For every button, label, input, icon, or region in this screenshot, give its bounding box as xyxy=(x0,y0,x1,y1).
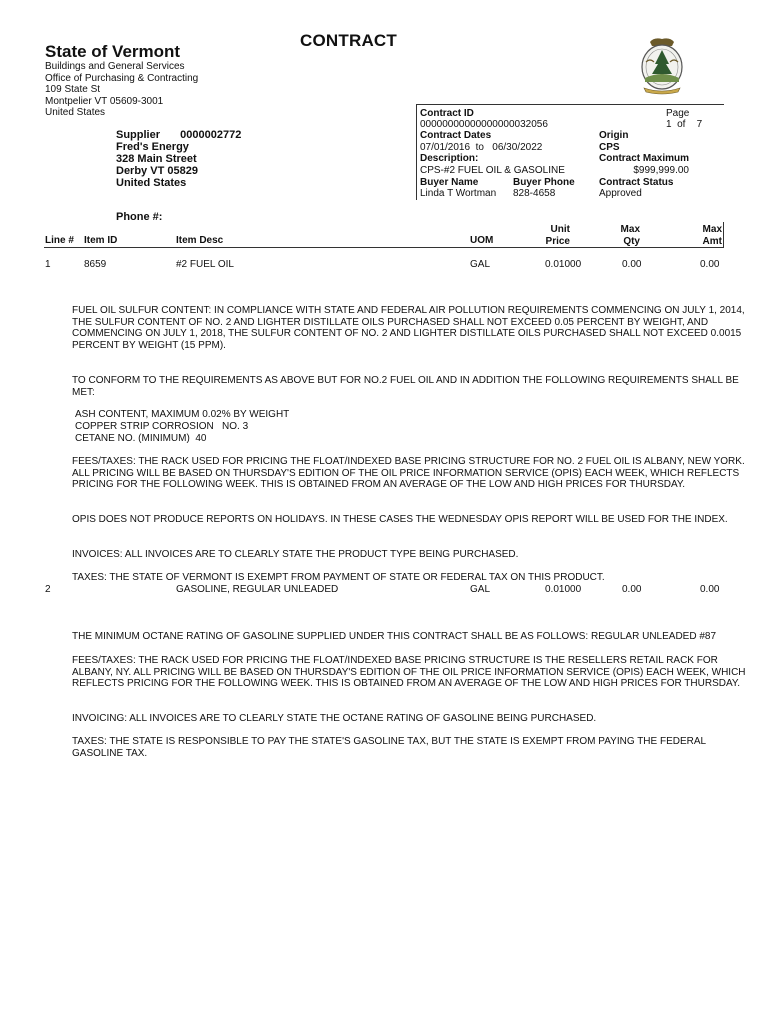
invoices-note: INVOICES: ALL INVOICES ARE TO CLEARLY STATE THE PRODUCT TYPE BEING PURCHASED. xyxy=(72,549,519,560)
address-line: Office of Purchasing & Contracting xyxy=(45,72,199,84)
supplier-id: 0000002772 xyxy=(180,129,242,141)
octane-rating-note: THE MINIMUM OCTANE RATING OF GASOLINE SUPPLIED UNDER THIS CONTRACT SHALL BE AS FOLLOWS: REGULAR UNLEADED #87 xyxy=(72,631,717,642)
row-line-number: 2 xyxy=(45,584,51,595)
col-header-unit-price: Unit Price xyxy=(545,224,570,247)
contract-dates-label: Contract Dates xyxy=(420,130,492,141)
buyer-name-label: Buyer Name xyxy=(420,177,479,188)
contract-status-value: Approved xyxy=(599,188,642,199)
page-value: 1 of 7 xyxy=(666,119,703,130)
copper-strip-spec: COPPER STRIP CORROSION NO. 3 xyxy=(75,421,249,432)
row-item-desc: #2 FUEL OIL xyxy=(176,259,234,270)
contract-dates-value: 07/01/2016 to 06/30/2022 xyxy=(420,142,543,153)
col-header-item-id: Item ID xyxy=(84,235,118,246)
col-header-item-desc: Item Desc xyxy=(176,235,224,246)
buyer-name-value: Linda T Wortman xyxy=(420,188,497,199)
supplier-block xyxy=(116,129,241,189)
opis-holidays-note: OPIS DOES NOT PRODUCE REPORTS ON HOLIDAYS. IN THESE CASES THE WEDNESDAY OPIS REPORT WILL BE USED FOR THE INDEX. xyxy=(72,514,728,525)
row-uom: GAL xyxy=(470,584,491,595)
description-label: Description: xyxy=(420,153,479,164)
address-line: 109 State St xyxy=(45,84,101,95)
conform-requirements-note: TO CONFORM TO THE REQUIREMENTS AS ABOVE BUT FOR NO.2 FUEL OIL AND IN ADDITION THE FOLLOWING REQUIREMENTS SHALL BE MET: xyxy=(72,375,739,398)
supplier-name: Fred's Energy xyxy=(116,141,189,153)
page-label: Page xyxy=(666,108,690,119)
supplier-street: 328 Main Street xyxy=(116,153,197,165)
issuer-address xyxy=(45,61,198,119)
col-header-max-qty: Max Qty xyxy=(620,224,640,247)
state-seal-logo xyxy=(636,34,688,96)
address-line: Montpelier VT 05609-3001 xyxy=(45,95,164,107)
contract-maximum-value: $999,999.00 xyxy=(633,165,689,176)
state-title: State of Vermont xyxy=(45,42,181,61)
row-item-desc: GASOLINE, REGULAR UNLEADED xyxy=(176,584,339,595)
row-item-id: 8659 xyxy=(84,259,107,270)
ash-content-spec: ASH CONTENT, MAXIMUM 0.02% BY WEIGHT xyxy=(75,409,290,420)
address-line: United States xyxy=(45,107,106,118)
contract-id-label: Contract ID xyxy=(420,108,474,119)
gasoline-taxes-note: TAXES: THE STATE IS RESPONSIBLE TO PAY THE STATE'S GASOLINE TAX, BUT THE STATE IS EXEMPT FROM PAYING THE FEDERAL GASOLINE TAX. xyxy=(72,736,706,759)
fuel-oil-taxes-note: TAXES: THE STATE OF VERMONT IS EXEMPT FROM PAYMENT OF STATE OR FEDERAL TAX ON THIS PRODUCT. xyxy=(72,572,605,583)
invoicing-note: INVOICING: ALL INVOICES ARE TO CLEARLY STATE THE OCTANE RATING OF GASOLINE BEING PURCHASED. xyxy=(72,713,597,724)
row-uom: GAL xyxy=(470,259,491,270)
gasoline-fees-taxes-note: FEES/TAXES: THE RACK USED FOR PRICING THE FLOAT/INDEXED BASE PRICING STRUCTURE IS THE RESELLERS RETAIL RACK FOR ALBANY, NY. ALL PRICING WILL BE BASED ON THURSDAY'S EDITION OF THE OIL PRICE INFORMATION SERVICE (OPIS) EACH WEEK, WHICH REFLECTS PRICING FOR THE FOLLOWING WEEK. THIS IS OBTAINED FROM AN AVERAGE OF THE LOW AND HIGH PRICES FOR THURSDAY. xyxy=(72,655,746,689)
row-max-amt: 0.00 xyxy=(700,259,720,270)
origin-value: CPS xyxy=(599,142,620,153)
contract-box-left-border xyxy=(416,104,417,200)
col-header-uom: UOM xyxy=(470,235,494,246)
sulfur-content-note: FUEL OIL SULFUR CONTENT: IN COMPLIANCE WITH STATE AND FEDERAL AIR POLLUTION REQUIREMENTS COMMENCING ON JULY 1, 2014, THE SULFUR CONTENT OF NO. 2 AND LIGHTER DISTILLATE OILS PURCHASED SHALL NOT EXCEED 0.05 PERCENT BY WEIGHT, AND COMMENCING ON JULY 1, 2018, THE SULFUR CONTENT OF NO. 2 AND LIGHTER DISTILLATE OILS PURCHASED SHALL NOT EXCEED 0.0015 PERCENT BY WEIGHT (15 PPM). xyxy=(72,305,745,351)
buyer-phone-value: 828-4658 xyxy=(513,188,556,199)
contract-maximum-label: Contract Maximum xyxy=(599,153,690,164)
address-line: Buildings and General Services xyxy=(45,61,185,72)
buyer-phone-label: Buyer Phone xyxy=(513,177,575,188)
origin-label: Origin xyxy=(599,130,629,141)
contract-id-value: 00000000000000000032056 xyxy=(420,119,548,130)
row-unit-price: 0.01000 xyxy=(545,584,582,595)
contract-box-top-border xyxy=(416,104,724,105)
document-title: CONTRACT xyxy=(300,31,397,50)
row-unit-price: 0.01000 xyxy=(545,259,582,270)
table-header-rule xyxy=(44,247,724,248)
row-max-qty: 0.00 xyxy=(622,584,642,595)
supplier-country: United States xyxy=(116,177,187,189)
col-header-line: Line # xyxy=(45,235,74,246)
row-line-number: 1 xyxy=(45,259,51,270)
row-max-amt: 0.00 xyxy=(700,584,720,595)
description-value: CPS-#2 FUEL OIL & GASOLINE xyxy=(420,165,565,176)
col-header-max-amt: Max Amt xyxy=(702,224,722,247)
supplier-label: Supplier xyxy=(116,129,161,141)
supplier-phone-label: Phone #: xyxy=(116,211,163,223)
contract-status-label: Contract Status xyxy=(599,177,674,188)
cetane-spec: CETANE NO. (MINIMUM) 40 xyxy=(75,433,207,444)
row-max-qty: 0.00 xyxy=(622,259,642,270)
table-header-right-border xyxy=(723,222,724,248)
supplier-city: Derby VT 05829 xyxy=(116,165,198,177)
fuel-oil-fees-taxes-note: FEES/TAXES: THE RACK USED FOR PRICING THE FLOAT/INDEXED BASE PRICING STRUCTURE FOR NO. 2 FUEL OIL IS ALBANY, NEW YORK. ALL PRICING WILL BE BASED ON THURSDAY'S EDITION OF THE OIL PRICE INFORMATION SERVICE (OPIS) EACH WEEK, WHICH REFLECTS PRICING FOR THE FOLLOWING WEEK. THIS IS OBTAINED FROM AN AVERAGE OF THE LOW AND HIGH PRICES FOR THURSDAY. xyxy=(72,456,745,490)
